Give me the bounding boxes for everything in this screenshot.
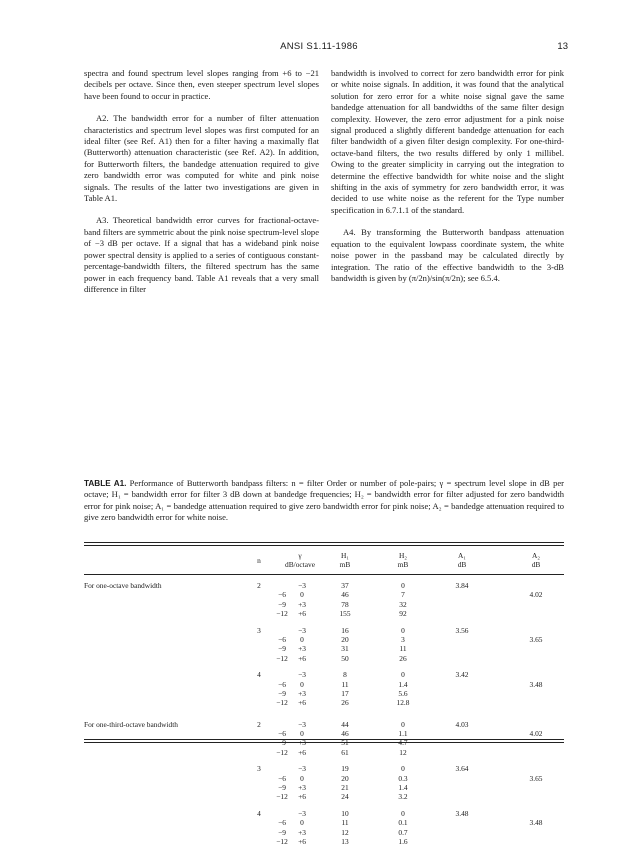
slope-value: +3 (298, 599, 306, 609)
error-h2: 1.6 (398, 836, 408, 846)
slope-value: 0 (300, 635, 304, 644)
column-header (437, 551, 487, 569)
error-h1: 13 (341, 836, 349, 846)
attenuation-a1: 3.64 (455, 764, 469, 774)
column-header (275, 551, 325, 569)
table-caption-text: Performance of Butterworth bandpass filters: n = filter Order or number of pole-pairs; γ = spectrum level slope in dB per octave; H₁ = bandwidth error for filter 3 dB down at bandedge frequencies; H₂ = bandwidth error for filter adjusted for zero bandwidth error for pink noise; A₁ = bandedge attenuation required to give zero bandwidth error for pink noise; A₂ = bandedge attenuation required to give zero bandwidth error for white noise. (84, 478, 564, 523)
left-text-column (84, 68, 319, 295)
column-symbol: n (257, 556, 261, 565)
slope-value: 0 (300, 773, 304, 783)
table-header-rule (84, 574, 564, 575)
filter-order: 3 (257, 625, 261, 635)
error-h1: 16 (341, 625, 349, 635)
section-label: For one-octave bandwidth (84, 581, 162, 590)
error-h1: 11 (341, 818, 349, 828)
error-h1: 17 (341, 689, 349, 698)
slope-pink: −6 (278, 679, 286, 689)
slope-pink: −6 (278, 818, 286, 828)
slope-value: +6 (298, 698, 306, 708)
slope-pink: −12 (276, 747, 288, 757)
slope-value: +3 (298, 738, 306, 748)
error-h2: 0.7 (398, 827, 408, 837)
error-h1: 44 (341, 719, 349, 729)
column-unit: mB (339, 560, 351, 569)
standard-title: ANSI S1.11-1986 (280, 41, 358, 52)
slope-value: +6 (298, 653, 306, 663)
error-h1: 20 (341, 635, 349, 644)
attenuation-a1: 4.03 (455, 719, 469, 729)
error-h1: 37 (341, 581, 349, 590)
error-h1: 21 (341, 782, 349, 792)
filter-order: 2 (257, 719, 261, 729)
error-h2: 0 (401, 719, 405, 729)
filter-order: 4 (257, 670, 261, 680)
slope-pink: −9 (278, 644, 286, 654)
slope-value: −3 (298, 809, 306, 818)
error-h1: 19 (341, 764, 349, 774)
error-h2: 0 (401, 625, 405, 635)
slope-pink: −9 (278, 827, 286, 837)
error-h2: 0 (401, 809, 405, 818)
slope-value: −3 (298, 719, 306, 729)
error-h2: 0 (401, 670, 405, 680)
error-h2: 5.6 (398, 689, 408, 698)
column-symbol: γ (298, 551, 302, 560)
paragraph: bandwidth is involved to correct for zero bandwidth error for pink or white noise signals. In addition, it was found that the analytical solution for zero error for a white noise signal gave the same bandedge attenuation for all bandwidths of the same filter design complexity. However, the zero error adjustment for a pink noise signal produced a slightly different bandedge attenuation for each filter bandwidth of a given filter design complexity. For one-third-octave-band filters, the two results differed by only 1 millibel. Owing to the greater simplicity in carrying out the integration to determine the effective bandwidth for white noise and the slight shifting in the axis of symmetry for zero bandwidth error, it was decided to use white noise as the referent for the Type number specification in 6.7.1.1 of the standard. (331, 68, 564, 215)
table-bottom-rule-thin (84, 742, 564, 743)
attenuation-a2: 3.65 (529, 773, 543, 783)
error-h1: 155 (339, 608, 351, 618)
error-h1: 8 (343, 670, 347, 680)
slope-pink: −12 (276, 792, 288, 802)
slope-value: −3 (298, 581, 306, 590)
slope-value: +6 (298, 747, 306, 757)
error-h2: 26 (399, 653, 407, 663)
slope-pink: −12 (276, 836, 288, 846)
running-header (0, 41, 638, 55)
table-label: TABLE A1. (84, 479, 127, 488)
column-symbol: A₂ (532, 551, 540, 560)
error-h1: 12 (341, 827, 349, 837)
filter-order: 4 (257, 809, 261, 818)
slope-pink: −6 (278, 590, 286, 600)
error-h1: 24 (341, 792, 349, 802)
error-h2: 12 (399, 747, 407, 757)
slope-pink: −6 (278, 728, 286, 738)
error-h2: 3 (401, 635, 405, 644)
error-h1: 61 (341, 747, 349, 757)
error-h1: 46 (341, 728, 349, 738)
slope-pink: −6 (278, 773, 286, 783)
slope-pink: −12 (276, 653, 288, 663)
error-h1: 20 (341, 773, 349, 783)
error-h2: 4.7 (398, 738, 408, 748)
slope-value: 0 (300, 728, 304, 738)
slope-pink: −6 (278, 635, 286, 644)
table-bottom-rule (84, 739, 564, 740)
slope-value: +6 (298, 608, 306, 618)
column-unit: dB (531, 560, 541, 569)
slope-value: −3 (298, 764, 306, 774)
error-h2: 7 (401, 590, 405, 600)
paragraph: spectra and found spectrum level slopes ranging from +6 to −21 decibels per octave. Since then, even steeper spectrum level slopes have been found to occur in practice. (84, 68, 319, 101)
column-unit: mB (397, 560, 409, 569)
column-header (378, 551, 428, 569)
slope-value: +3 (298, 689, 306, 698)
slope-value: −3 (298, 625, 306, 635)
filter-order: 2 (257, 581, 261, 590)
slope-value: +6 (298, 792, 306, 802)
attenuation-a1: 3.84 (455, 581, 469, 590)
error-h2: 3.2 (398, 792, 408, 802)
error-h2: 32 (399, 599, 407, 609)
column-header (511, 551, 561, 569)
error-h2: 1.1 (398, 728, 408, 738)
error-h2: 1.4 (398, 782, 408, 792)
column-symbol: A₁ (458, 551, 466, 560)
paragraph: A2. The bandwidth error for a number of filter attenuation characteristics and spectrum level slopes was first computed for an ideal filter (see Ref. A1) then for a filter having a maximally flat (Butterworth) attenuation characteristic (see Ref. A2). In addition, for Butterworth filters, the bandedge attenuation required to give zero bandwidth error was computed for white and pink noise signals. The results of the latter two investigations are given in Table A1. (84, 113, 319, 204)
slope-pink: −9 (278, 782, 286, 792)
slope-value: −3 (298, 670, 306, 680)
error-h1: 31 (341, 644, 349, 654)
table-top-rule (84, 542, 564, 543)
column-header (320, 551, 370, 569)
error-h1: 11 (341, 679, 349, 689)
slope-value: +3 (298, 644, 306, 654)
error-h1: 50 (341, 653, 349, 663)
paragraph: A4. By transforming the Butterworth bandpass attenuation equation to the equivalent lowpass coordinate system, the white noise power in the passband may be calculated directly by integration. The ratio of the effective bandwidth to the 3-dB bandwidth is given by (π/2n)/sin(π/2n); see 6.5.4. (331, 227, 564, 283)
attenuation-a2: 3.48 (529, 679, 543, 689)
error-h2: 0 (401, 581, 405, 590)
attenuation-a1: 3.56 (455, 625, 469, 635)
error-h1: 78 (341, 599, 349, 609)
attenuation-a1: 3.42 (455, 670, 469, 680)
error-h1: 26 (341, 698, 349, 708)
slope-pink: −9 (278, 738, 286, 748)
filter-order: 3 (257, 764, 261, 774)
slope-value: +6 (298, 836, 306, 846)
page-number: 13 (557, 41, 568, 52)
attenuation-a2: 4.02 (529, 590, 543, 600)
right-text-column (331, 68, 564, 284)
error-h1: 46 (341, 590, 349, 600)
error-h1: 51 (341, 738, 349, 748)
section-label: For one-third-octave bandwidth (84, 719, 178, 729)
slope-value: +3 (298, 782, 306, 792)
column-symbol: H₁ (341, 551, 349, 560)
slope-pink: −9 (278, 599, 286, 609)
error-h2: 0.1 (398, 818, 408, 828)
slope-pink: −9 (278, 689, 286, 698)
column-symbol: H₂ (399, 551, 407, 560)
error-h2: 12.8 (396, 698, 410, 708)
error-h2: 0.3 (398, 773, 408, 783)
slope-value: 0 (300, 818, 304, 828)
column-unit: dB (457, 560, 467, 569)
error-h2: 1.4 (398, 679, 408, 689)
attenuation-a2: 3.48 (529, 818, 543, 828)
slope-pink: −12 (276, 608, 288, 618)
slope-value: +3 (298, 827, 306, 837)
slope-value: 0 (300, 679, 304, 689)
table-caption (84, 478, 564, 524)
error-h2: 0 (401, 764, 405, 774)
table-top-rule-thin (84, 545, 564, 546)
error-h1: 10 (341, 809, 349, 818)
error-h2: 11 (399, 644, 407, 654)
attenuation-a2: 3.65 (529, 635, 543, 644)
attenuation-a1: 3.48 (455, 809, 469, 818)
slope-pink: −12 (276, 698, 288, 708)
attenuation-a2: 4.02 (529, 728, 543, 738)
error-h2: 92 (399, 608, 407, 618)
slope-value: 0 (300, 590, 304, 600)
paragraph: A3. Theoretical bandwidth error curves for fractional-octave-band filters are symmetric about the pink noise spectrum-level slope of −3 dB per octave. If a signal that has a wideband pink noise power spectral density is applied to a series of contiguous constant-percentage-bandwidth filters, the filtered spectrum has the same power in each frequency band. Table A1 reveals that a very small difference in filter (84, 215, 319, 294)
column-unit: dB/octave (285, 560, 315, 569)
